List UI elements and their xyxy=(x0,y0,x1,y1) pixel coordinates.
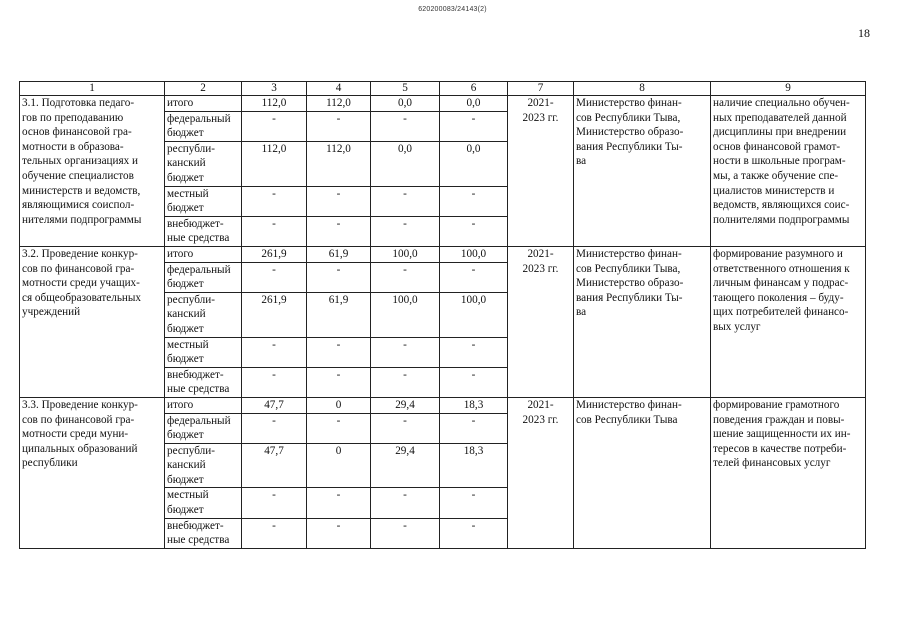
amount-cell: - xyxy=(307,367,371,397)
funding-source-cell: итого xyxy=(165,246,242,262)
amount-cell: 61,9 xyxy=(307,292,371,337)
amount-cell: - xyxy=(440,186,508,216)
amount-cell: - xyxy=(307,262,371,292)
amount-cell: - xyxy=(371,413,440,443)
activity-cell: 3.1. Подготовка педаго- гов по преподаванию основ финансовой гра- мотности в образова- тельных организациях и обучение специалистов министерств и ведомств, являющимися соиспол- нителями подпрограммы xyxy=(20,96,165,247)
table-row xyxy=(20,96,866,112)
funding-source-cell: федеральный бюджет xyxy=(165,262,242,292)
amount-cell: 100,0 xyxy=(371,292,440,337)
column-header-2: 2 xyxy=(165,82,242,96)
amount-cell: - xyxy=(371,488,440,518)
page-number: 18 xyxy=(858,26,870,40)
amount-cell: 0,0 xyxy=(440,141,508,186)
result-cell: формирование разумного и ответственного отношения к личным финансам у подрас- тающего поколения – буду- щих потребителей финансо- вых услуг xyxy=(711,246,866,397)
column-header-3: 3 xyxy=(242,82,307,96)
funding-source-cell: внебюджет- ные средства xyxy=(165,518,242,548)
column-header-8: 8 xyxy=(574,82,711,96)
amount-cell: - xyxy=(440,337,508,367)
funding-source-cell: республи- канский бюджет xyxy=(165,141,242,186)
amount-cell: 261,9 xyxy=(242,292,307,337)
header-row xyxy=(20,82,866,96)
table-row xyxy=(20,397,866,413)
amount-cell: 261,9 xyxy=(242,246,307,262)
amount-cell: 29,4 xyxy=(371,443,440,488)
executor-cell: Министерство финан- сов Республики Тыва, Министерство образо- вания Республики Ты- ва xyxy=(574,246,711,397)
amount-cell: - xyxy=(242,262,307,292)
amount-cell: 100,0 xyxy=(440,246,508,262)
funding-source-cell: местный бюджет xyxy=(165,186,242,216)
amount-cell: - xyxy=(440,262,508,292)
amount-cell: 112,0 xyxy=(242,141,307,186)
funding-source-cell: федеральный бюджет xyxy=(165,413,242,443)
amount-cell: - xyxy=(307,216,371,246)
amount-cell: - xyxy=(371,337,440,367)
amount-cell: 18,3 xyxy=(440,397,508,413)
period-cell: 2021- 2023 гг. xyxy=(508,246,574,397)
amount-cell: - xyxy=(371,186,440,216)
column-header-5: 5 xyxy=(371,82,440,96)
amount-cell: - xyxy=(440,111,508,141)
amount-cell: - xyxy=(307,518,371,548)
amount-cell: - xyxy=(440,367,508,397)
amount-cell: - xyxy=(371,216,440,246)
amount-cell: 100,0 xyxy=(371,246,440,262)
amount-cell: - xyxy=(371,262,440,292)
amount-cell: - xyxy=(242,337,307,367)
amount-cell: - xyxy=(242,367,307,397)
document-id: 620200083/24143(2) xyxy=(418,6,487,13)
funding-source-cell: республи- канский бюджет xyxy=(165,443,242,488)
column-header-6: 6 xyxy=(440,82,508,96)
amount-cell: - xyxy=(307,186,371,216)
amount-cell: - xyxy=(307,413,371,443)
amount-cell: - xyxy=(371,518,440,548)
executor-cell: Министерство финан- сов Республики Тыва xyxy=(574,397,711,548)
funding-source-cell: итого xyxy=(165,96,242,112)
amount-cell: 112,0 xyxy=(242,96,307,112)
amount-cell: - xyxy=(307,337,371,367)
funding-source-cell: внебюджет- ные средства xyxy=(165,367,242,397)
amount-cell: - xyxy=(242,216,307,246)
table-row xyxy=(20,246,866,262)
amount-cell: 112,0 xyxy=(307,141,371,186)
amount-cell: 18,3 xyxy=(440,443,508,488)
amount-cell: - xyxy=(440,413,508,443)
activity-cell: 3.2. Проведение конкур- сов по финансовой гра- мотности среди учащих- ся общеобразовательных учреждений xyxy=(20,246,165,397)
period-cell: 2021- 2023 гг. xyxy=(508,397,574,548)
amount-cell: - xyxy=(371,111,440,141)
amount-cell: - xyxy=(371,367,440,397)
column-header-1: 1 xyxy=(20,82,165,96)
amount-cell: 112,0 xyxy=(307,96,371,112)
amount-cell: 0 xyxy=(307,443,371,488)
executor-cell: Министерство финан- сов Республики Тыва, Министерство образо- вания Республики Ты- ва xyxy=(574,96,711,247)
funding-source-cell: местный бюджет xyxy=(165,488,242,518)
amount-cell: - xyxy=(242,413,307,443)
amount-cell: 47,7 xyxy=(242,443,307,488)
amount-cell: - xyxy=(440,488,508,518)
column-header-7: 7 xyxy=(508,82,574,96)
funding-source-cell: республи- канский бюджет xyxy=(165,292,242,337)
amount-cell: 61,9 xyxy=(307,246,371,262)
amount-cell: - xyxy=(307,488,371,518)
amount-cell: 0,0 xyxy=(371,96,440,112)
amount-cell: - xyxy=(307,111,371,141)
amount-cell: 0,0 xyxy=(440,96,508,112)
funding-source-cell: местный бюджет xyxy=(165,337,242,367)
amount-cell: 47,7 xyxy=(242,397,307,413)
result-cell: наличие специально обучен- ных преподавателей данной дисциплины при внедрении основ финансовой грамот- ности в школьные програм- мы, а также обучение спе- циалистов министерств и ведомств, являющихся соис- полнителями подпрограммы xyxy=(711,96,866,247)
column-header-4: 4 xyxy=(307,82,371,96)
amount-cell: 0 xyxy=(307,397,371,413)
period-cell: 2021- 2023 гг. xyxy=(508,96,574,247)
amount-cell: 29,4 xyxy=(371,397,440,413)
amount-cell: - xyxy=(440,216,508,246)
funding-source-cell: внебюджет- ные средства xyxy=(165,216,242,246)
column-header-9: 9 xyxy=(711,82,866,96)
funding-source-cell: итого xyxy=(165,397,242,413)
amount-cell: 0,0 xyxy=(371,141,440,186)
amount-cell: - xyxy=(242,518,307,548)
program-table xyxy=(19,81,866,549)
amount-cell: 100,0 xyxy=(440,292,508,337)
activity-cell: 3.3. Проведение конкур- сов по финансовой гра- мотности среди муни- ципальных образований республики xyxy=(20,397,165,548)
amount-cell: - xyxy=(242,488,307,518)
amount-cell: - xyxy=(242,111,307,141)
amount-cell: - xyxy=(242,186,307,216)
funding-source-cell: федеральный бюджет xyxy=(165,111,242,141)
result-cell: формирование грамотного поведения граждан и повы- шение защищенности их ин- тересов в качестве потреби- телей финансовых услуг xyxy=(711,397,866,548)
amount-cell: - xyxy=(440,518,508,548)
